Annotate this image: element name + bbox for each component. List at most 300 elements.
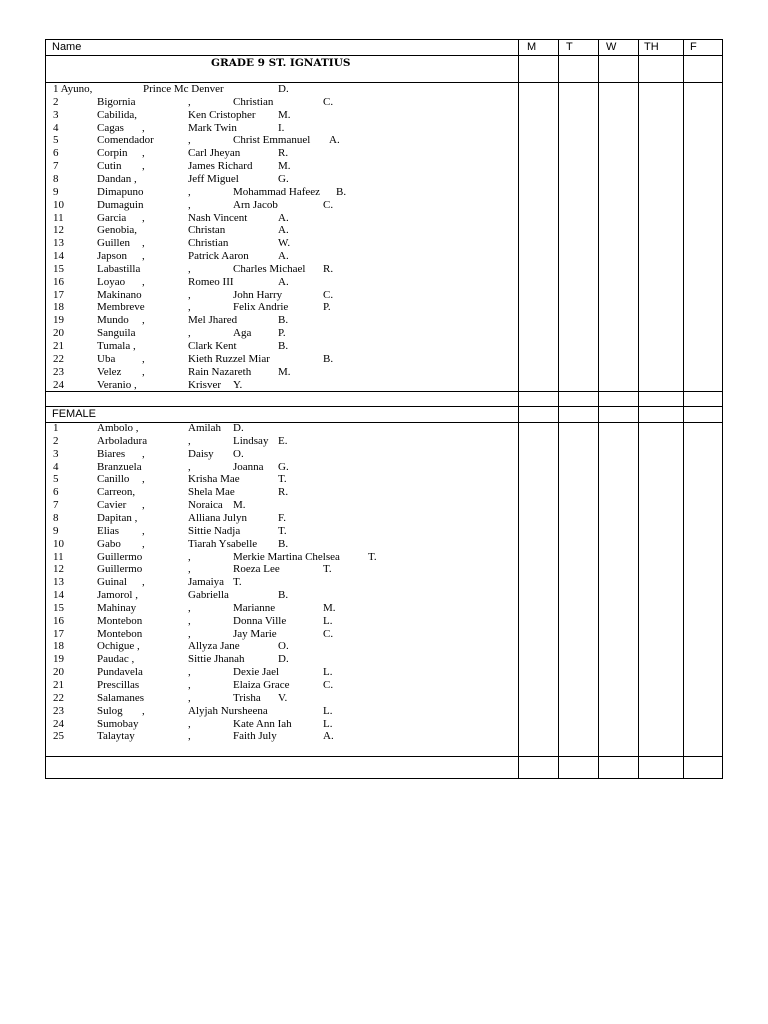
student-number: 16 xyxy=(53,614,64,627)
student-last-name: Garcia xyxy=(97,211,127,224)
student-middle-initial: D. xyxy=(233,422,244,434)
student-middle-initial: T. xyxy=(278,473,287,486)
student-middle-initial: A. xyxy=(278,211,289,224)
table-row xyxy=(0,263,480,276)
student-number: 9 xyxy=(53,524,59,537)
student-last-name: Cutin xyxy=(97,160,122,173)
table-border-top xyxy=(45,39,723,40)
student-number: 20 xyxy=(53,666,64,679)
table-row xyxy=(0,379,480,392)
student-first-name: Lindsay xyxy=(233,434,269,447)
student-middle-initial: I. xyxy=(278,121,285,134)
table-row xyxy=(0,301,480,314)
student-middle-initial: C. xyxy=(323,288,334,301)
student-first-name: Dexie Jael xyxy=(233,666,280,679)
table-row xyxy=(0,134,480,147)
student-first-name: Nash Vincent xyxy=(188,211,248,224)
student-first-name: Mohammad Hafeez xyxy=(233,185,321,198)
student-number: 1 Ayuno, xyxy=(53,83,93,95)
table-border-bottom xyxy=(45,778,723,779)
student-last-name: Pundavela xyxy=(97,666,143,679)
student-last-name: Ambolo , xyxy=(97,422,139,434)
student-first-name: Sittie Nadja xyxy=(188,524,241,537)
student-first-name: Krisha Mae xyxy=(188,473,240,486)
name-separator: , xyxy=(142,537,145,550)
table-row xyxy=(0,366,480,379)
student-number: 15 xyxy=(53,262,64,275)
name-separator: , xyxy=(188,679,191,691)
student-number: 5 xyxy=(53,134,59,147)
table-row xyxy=(0,473,480,486)
name-separator: , xyxy=(188,717,191,730)
table-row xyxy=(0,327,480,340)
student-middle-initial: P. xyxy=(278,327,286,340)
student-last-name: Labastilla xyxy=(97,262,141,275)
student-first-name: Noraica xyxy=(188,499,223,512)
student-last-name: Dimapuno xyxy=(97,185,144,198)
student-last-name: Biares xyxy=(97,447,126,460)
student-number: 17 xyxy=(53,288,64,301)
student-last-name: Paudac , xyxy=(97,653,135,666)
student-first-name: Ken Cristopher xyxy=(188,108,256,121)
student-last-name: Loyao xyxy=(97,275,126,288)
student-middle-initial: Y. xyxy=(233,378,243,391)
student-number: 14 xyxy=(53,250,64,263)
student-last-name: Japson xyxy=(97,250,127,263)
student-first-name: Carl Jheyan xyxy=(188,147,241,160)
name-separator: , xyxy=(188,601,191,614)
student-last-name: Branzuela xyxy=(97,460,142,473)
student-first-name: Merkie Martina Chelsea xyxy=(233,550,340,563)
name-separator: , xyxy=(142,447,145,460)
column-divider-f xyxy=(683,39,684,779)
student-number: 23 xyxy=(53,365,64,378)
student-number: 15 xyxy=(53,601,64,614)
student-number: 4 xyxy=(53,121,59,134)
student-number: 5 xyxy=(53,473,59,486)
student-first-name: Jeff Miguel xyxy=(188,172,239,185)
student-number: 23 xyxy=(53,704,64,717)
student-middle-initial: M. xyxy=(323,601,336,614)
table-row xyxy=(0,199,480,212)
table-row xyxy=(0,340,480,353)
student-middle-initial: A. xyxy=(323,730,334,743)
table-row xyxy=(0,314,480,327)
name-separator: , xyxy=(188,327,191,340)
name-separator: , xyxy=(188,198,191,211)
name-column-header: Name xyxy=(52,41,82,53)
student-last-name: Sanguila xyxy=(97,327,136,340)
student-last-name: Guillermo xyxy=(97,550,143,563)
student-number: 6 xyxy=(53,486,59,499)
student-number: 3 xyxy=(53,447,59,460)
name-separator: , xyxy=(188,691,191,704)
table-row xyxy=(0,250,480,263)
table-row xyxy=(0,122,480,135)
female-section-end xyxy=(45,756,723,757)
student-last-name: Guillermo xyxy=(97,563,143,576)
name-separator: , xyxy=(142,275,145,288)
table-row xyxy=(0,353,480,366)
student-number: 2 xyxy=(53,95,59,108)
student-last-name: Talaytay xyxy=(97,730,135,743)
student-last-name: Gabo xyxy=(97,537,121,550)
student-number: 18 xyxy=(53,301,64,314)
table-row xyxy=(0,563,480,576)
student-number: 4 xyxy=(53,460,59,473)
student-middle-initial: D. xyxy=(278,83,289,95)
day-header-t: T xyxy=(566,41,573,53)
student-middle-initial: A. xyxy=(278,250,289,263)
student-middle-initial: P. xyxy=(323,301,331,314)
student-number: 22 xyxy=(53,352,64,365)
student-middle-initial: E. xyxy=(278,434,288,447)
student-middle-initial: R. xyxy=(278,486,289,499)
student-middle-initial: A. xyxy=(329,134,340,147)
name-separator: , xyxy=(188,434,191,447)
name-separator: , xyxy=(142,352,145,365)
table-row xyxy=(0,551,480,564)
name-separator: , xyxy=(142,160,145,173)
table-row xyxy=(0,576,480,589)
student-number: 3 xyxy=(53,108,59,121)
student-middle-initial: M. xyxy=(278,365,291,378)
student-last-name: Comendador xyxy=(97,134,154,147)
student-middle-initial: C. xyxy=(323,679,334,691)
day-header-w: W xyxy=(606,41,617,53)
student-first-name: Elaiza Grace xyxy=(233,679,290,691)
student-number: 22 xyxy=(53,691,64,704)
blank-row-divider xyxy=(45,406,723,407)
student-middle-initial: B. xyxy=(278,340,289,352)
name-separator: , xyxy=(188,563,191,576)
student-last-name: Carreon, xyxy=(97,486,136,499)
student-first-name: Krisver xyxy=(188,378,221,391)
table-row xyxy=(0,237,480,250)
student-first-name: Mark Twin xyxy=(188,121,237,134)
student-last-name: Montebon xyxy=(97,614,143,627)
student-last-name: Veranio , xyxy=(97,378,137,391)
table-row xyxy=(0,512,480,525)
name-separator: , xyxy=(142,365,145,378)
student-first-name: Faith July xyxy=(233,730,277,743)
table-row xyxy=(0,679,480,692)
table-row xyxy=(0,538,480,551)
student-first-name: Shela Mae xyxy=(188,486,235,499)
student-last-name: Canillo xyxy=(97,473,130,486)
name-separator: , xyxy=(188,550,191,563)
student-middle-initial: T. xyxy=(323,563,332,576)
table-row xyxy=(0,289,480,302)
column-divider-w xyxy=(598,39,599,779)
student-number: 20 xyxy=(53,327,64,340)
column-divider-m xyxy=(518,39,519,779)
student-middle-initial: M. xyxy=(278,160,291,173)
student-number: 19 xyxy=(53,314,64,327)
student-middle-initial: O. xyxy=(233,447,244,460)
student-number: 14 xyxy=(53,589,64,602)
table-row xyxy=(0,640,480,653)
student-last-name: Cagas xyxy=(97,121,124,134)
student-last-name: Cabilida, xyxy=(97,108,138,121)
student-first-name: Allyza Jane xyxy=(188,640,240,653)
student-number: 18 xyxy=(53,640,64,653)
day-header-th: TH xyxy=(644,41,659,53)
student-last-name: Cavier xyxy=(97,499,127,512)
student-middle-initial: M. xyxy=(278,108,291,121)
student-last-name: Guillen xyxy=(97,237,130,250)
student-middle-initial: B. xyxy=(278,537,289,550)
student-middle-initial: F. xyxy=(278,511,286,524)
student-last-name: Sulog xyxy=(97,704,123,717)
name-separator: , xyxy=(188,95,191,108)
name-separator: , xyxy=(188,185,191,198)
table-row xyxy=(0,173,480,186)
student-first-name: Charles Michael xyxy=(233,262,306,275)
student-number: 11 xyxy=(53,211,64,224)
student-first-name: Daisy xyxy=(188,447,214,460)
student-number: 7 xyxy=(53,160,59,173)
student-first-name: Clark Kent xyxy=(188,340,237,352)
student-number: 24 xyxy=(53,378,64,391)
student-last-name: Dapitan , xyxy=(97,511,138,524)
name-separator: , xyxy=(188,614,191,627)
student-last-name: Tumala , xyxy=(97,340,136,352)
name-separator: , xyxy=(142,576,145,589)
name-separator: , xyxy=(142,473,145,486)
table-row xyxy=(0,705,480,718)
student-number: 8 xyxy=(53,511,59,524)
student-middle-initial: B. xyxy=(323,352,334,365)
student-last-name: Elias xyxy=(97,524,119,537)
table-row xyxy=(0,461,480,474)
table-row xyxy=(0,525,480,538)
student-last-name: Prescillas xyxy=(97,679,140,691)
name-separator: , xyxy=(188,627,191,640)
day-header-m: M xyxy=(527,41,537,53)
name-separator: , xyxy=(142,704,145,717)
student-first-name: Christian xyxy=(233,95,274,108)
name-separator: , xyxy=(142,250,145,263)
student-first-name: Romeo III xyxy=(188,275,234,288)
student-number: 19 xyxy=(53,653,64,666)
student-middle-initial: L. xyxy=(323,717,333,730)
student-last-name: Velez xyxy=(97,365,122,378)
student-middle-initial: B. xyxy=(278,314,289,327)
student-first-name: Joanna xyxy=(233,460,264,473)
name-separator: , xyxy=(188,262,191,275)
student-number: 9 xyxy=(53,185,59,198)
student-middle-initial: B. xyxy=(336,185,347,198)
student-first-name: Alyjah Nursheena xyxy=(188,704,268,717)
student-middle-initial: A. xyxy=(278,224,289,237)
student-middle-initial: C. xyxy=(323,627,334,640)
student-middle-initial: L. xyxy=(323,614,333,627)
student-middle-initial: L. xyxy=(323,704,333,717)
student-first-name: Mel Jhared xyxy=(188,314,238,327)
student-first-name: Christian xyxy=(188,237,229,250)
student-first-name: Jay Marie xyxy=(233,627,277,640)
student-first-name: Arn Jacob xyxy=(233,198,278,211)
student-middle-initial: D. xyxy=(278,653,289,666)
student-middle-initial: T. xyxy=(278,524,287,537)
name-separator: , xyxy=(188,730,191,743)
student-number: 11 xyxy=(53,550,64,563)
table-row xyxy=(0,718,480,731)
table-row xyxy=(0,109,480,122)
student-first-name: Alliana Julyn xyxy=(188,511,247,524)
student-number: 25 xyxy=(53,730,64,743)
student-first-name: Marianne xyxy=(233,601,276,614)
student-first-name: John Harry xyxy=(233,288,283,301)
name-separator: , xyxy=(188,288,191,301)
student-last-name: Bigornia xyxy=(97,95,136,108)
table-row xyxy=(0,730,480,743)
table-row xyxy=(0,653,480,666)
name-separator: , xyxy=(142,147,145,160)
column-divider-t xyxy=(558,39,559,779)
student-middle-initial: R. xyxy=(278,147,289,160)
student-number: 24 xyxy=(53,717,64,730)
name-separator: , xyxy=(188,666,191,679)
class-title: GRADE 9 ST. IGNATIUS xyxy=(211,57,351,69)
name-separator: , xyxy=(188,301,191,314)
student-first-name: Kieth Ruzzel Miar xyxy=(188,352,270,365)
table-row xyxy=(0,499,480,512)
student-number: 17 xyxy=(53,627,64,640)
student-last-name: Membreve xyxy=(97,301,145,314)
student-number: 21 xyxy=(53,340,64,352)
table-row xyxy=(0,83,480,96)
table-row xyxy=(0,692,480,705)
student-number: 13 xyxy=(53,576,64,589)
student-first-name: Roeza Lee xyxy=(233,563,280,576)
student-middle-initial: G. xyxy=(278,460,289,473)
table-row xyxy=(0,147,480,160)
table-border-right xyxy=(722,39,723,779)
name-separator: , xyxy=(142,314,145,327)
student-middle-initial: B. xyxy=(278,589,289,602)
student-middle-initial: W. xyxy=(278,237,291,250)
student-last-name: Genobia, xyxy=(97,224,138,237)
student-last-name: Uba xyxy=(97,352,116,365)
female-section-label: FEMALE xyxy=(52,408,97,420)
student-first-name: Felix Andrie xyxy=(233,301,289,314)
student-middle-initial: M. xyxy=(233,499,246,512)
student-first-name: Christ Emmanuel xyxy=(233,134,311,147)
student-first-name: Christan xyxy=(188,224,226,237)
student-last-name: Montebon xyxy=(97,627,143,640)
student-middle-initial: O. xyxy=(278,640,289,653)
student-middle-initial: C. xyxy=(323,95,334,108)
student-number: 8 xyxy=(53,172,59,185)
student-last-name: Arboladura xyxy=(97,434,148,447)
student-last-name: Guinal xyxy=(97,576,127,589)
column-divider-th xyxy=(638,39,639,779)
table-row xyxy=(0,589,480,602)
student-first-name: Patrick Aaron xyxy=(188,250,249,263)
student-middle-initial: V. xyxy=(278,691,288,704)
student-first-name: Trisha xyxy=(233,691,261,704)
name-separator: , xyxy=(142,499,145,512)
student-first-name: James Richard xyxy=(188,160,253,173)
student-first-name: Amilah xyxy=(188,422,221,434)
table-row xyxy=(0,276,480,289)
table-row xyxy=(0,186,480,199)
student-last-name: Mundo xyxy=(97,314,129,327)
student-first-name: Gabriella xyxy=(188,589,229,602)
student-first-name: Prince Mc Denver xyxy=(143,83,224,95)
student-middle-initial: C. xyxy=(323,198,334,211)
student-middle-initial: R. xyxy=(323,262,334,275)
student-number: 13 xyxy=(53,237,64,250)
student-number: 16 xyxy=(53,275,64,288)
table-row xyxy=(0,448,480,461)
student-last-name: Dumaguin xyxy=(97,198,144,211)
student-number: 6 xyxy=(53,147,59,160)
student-last-name: Jamorol , xyxy=(97,589,138,602)
table-row xyxy=(0,96,480,109)
student-last-name: Salamanes xyxy=(97,691,145,704)
student-number: 21 xyxy=(53,679,64,691)
name-separator: , xyxy=(142,524,145,537)
student-first-name: Tiarah Ysabelle xyxy=(188,537,258,550)
student-number: 12 xyxy=(53,224,64,237)
name-separator: , xyxy=(142,237,145,250)
student-last-name: Makinano xyxy=(97,288,142,301)
table-row xyxy=(0,212,480,225)
table-row xyxy=(0,486,480,499)
table-row xyxy=(0,224,480,237)
table-row xyxy=(0,160,480,173)
name-separator: , xyxy=(188,134,191,147)
student-last-name: Dandan , xyxy=(97,172,137,185)
student-middle-initial: T. xyxy=(368,550,377,563)
student-first-name: Aga xyxy=(233,327,252,340)
table-row xyxy=(0,628,480,641)
student-number: 7 xyxy=(53,499,59,512)
student-first-name: Donna Ville xyxy=(233,614,287,627)
student-last-name: Mahinay xyxy=(97,601,137,614)
name-separator: , xyxy=(188,460,191,473)
name-separator: , xyxy=(142,211,145,224)
header-divider xyxy=(45,55,723,56)
student-middle-initial: L. xyxy=(323,666,333,679)
student-last-name: Sumobay xyxy=(97,717,139,730)
student-number: 10 xyxy=(53,537,64,550)
table-row xyxy=(0,666,480,679)
table-row xyxy=(0,615,480,628)
student-first-name: Sittie Jhanah xyxy=(188,653,245,666)
table-row xyxy=(0,602,480,615)
student-number: 12 xyxy=(53,563,64,576)
student-first-name: Rain Nazareth xyxy=(188,365,252,378)
student-number: 10 xyxy=(53,198,64,211)
student-first-name: Jamaiya xyxy=(188,576,225,589)
student-middle-initial: T. xyxy=(233,576,242,589)
student-last-name: Corpin xyxy=(97,147,128,160)
student-middle-initial: G. xyxy=(278,172,289,185)
name-separator: , xyxy=(142,121,145,134)
table-row xyxy=(0,422,480,435)
student-middle-initial: A. xyxy=(278,275,289,288)
student-first-name: Kate Ann Iah xyxy=(233,717,292,730)
student-number: 1 xyxy=(53,422,59,434)
student-number: 2 xyxy=(53,434,59,447)
day-header-f: F xyxy=(690,41,697,53)
table-row xyxy=(0,435,480,448)
student-last-name: Ochigue , xyxy=(97,640,140,653)
